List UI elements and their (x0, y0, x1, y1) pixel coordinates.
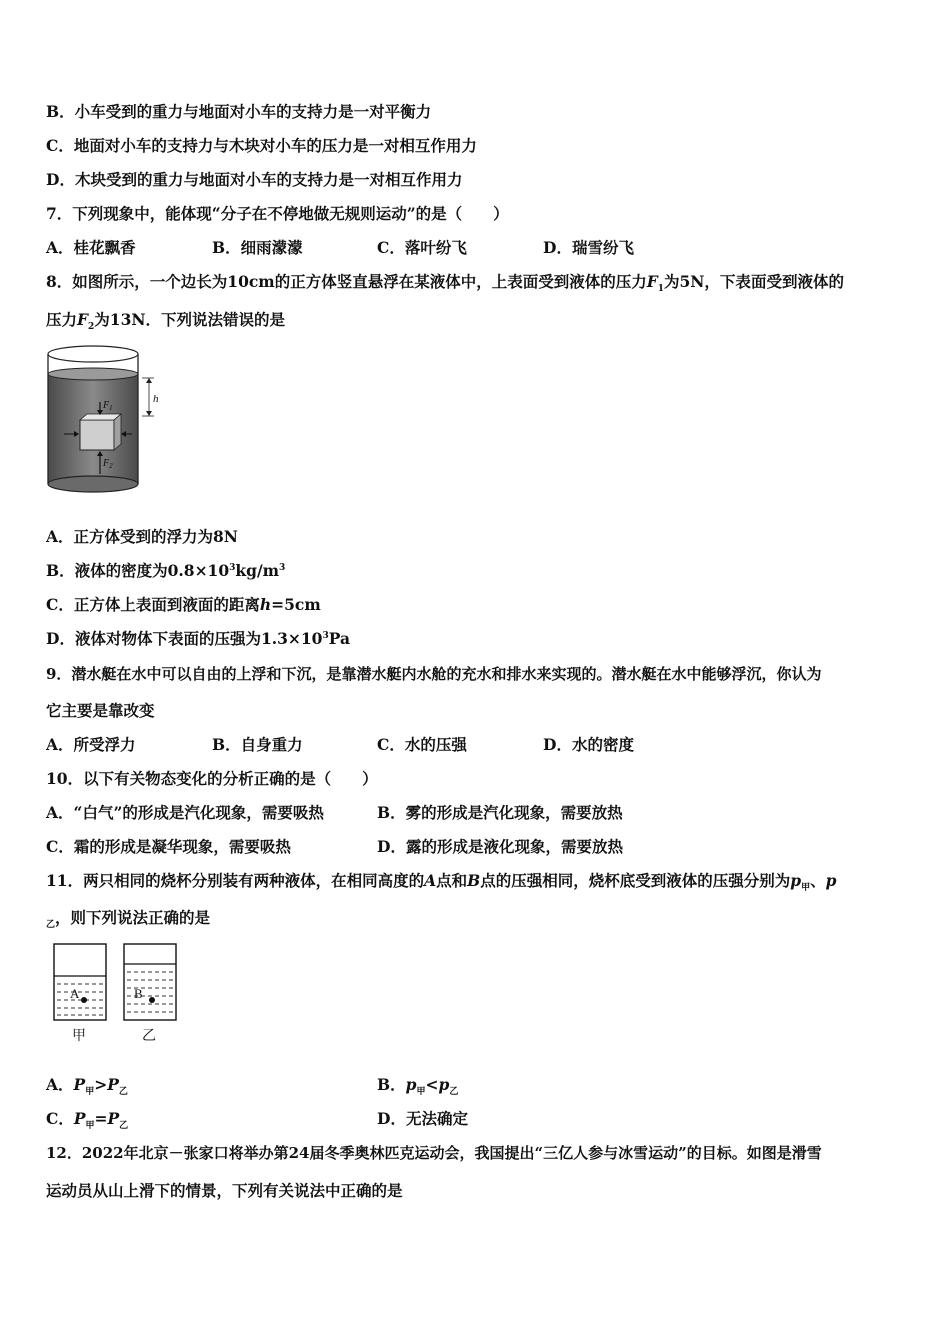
q6-option-b: B．小车受到的重力与地面对小车的支持力是一对平衡力 (46, 102, 432, 121)
q11-p-yi: p (825, 871, 837, 890)
q8-force-f2-sub: 2 (88, 322, 95, 333)
q9-stem-line1: 9．潜水艇在水中可以自由的上浮和下沉，是靠潜水艇内水舱的充水和排水来实现的。潜水艇在水中能够浮沉，你认为 (46, 665, 822, 683)
q11-beaker-jia (54, 944, 106, 1020)
q8-option-a: A．正方体受到的浮力为8N (46, 527, 238, 546)
q11-point-b-dot (149, 997, 155, 1003)
q8-stem-part2: 为5N，下表面受到液体的 (663, 272, 844, 291)
q8-option-d (46, 629, 350, 649)
q11-fig-label-jia: 甲 (72, 1028, 86, 1044)
q8-stem-part4: 为13N．下列说法错误的是 (94, 310, 286, 329)
q11-stem-part2: 点和 (436, 871, 468, 890)
q9-option-d: D．水的密度 (543, 735, 634, 754)
q8-option-c-post: =5cm (271, 595, 321, 614)
q8-option-c-pre: C．正方体上表面到液面的距离 (46, 595, 260, 614)
q8-cylinder-top (48, 346, 138, 362)
q8-cylinder-figure (40, 342, 170, 500)
q8-force-f1-sub: 1 (657, 284, 664, 295)
q11-option-a: A．$P_甲>P_乙$ (46, 1075, 128, 1098)
q6-option-c: C．地面对小车的支持力与木块对小车的压力是一对相互作用力 (46, 136, 477, 155)
q7-stem: 7．下列现象中，能体现“分子在不停地做无规则运动”的是（ ） (46, 204, 509, 223)
q8-option-b-unit: kg/m (235, 561, 280, 580)
q10-option-a: A．“白气”的形成是汽化现象，需要吸热 (46, 803, 324, 822)
q11-p-yi-sub: 乙 (46, 920, 56, 931)
q8-stem-part1: 8．如图所示，一个边长为10cm的正方体竖直悬浮在某液体中，上表面受到液体的压力 (46, 272, 647, 291)
q8-stem-part3: 压力 (46, 310, 78, 329)
q8-option-c-var: h (259, 595, 272, 614)
q11-beaker-yi (124, 944, 176, 1020)
q11-stem-line2 (46, 908, 211, 931)
q8-option-b-pre: B．液体的密度为0.8×10 (46, 561, 230, 580)
q9-option-b: B．自身重力 (212, 735, 303, 754)
q11-point-a: A (424, 871, 437, 890)
q7-option-a: A．桂花飘香 (46, 238, 136, 257)
q11-p-jia-sub: 甲 (801, 883, 811, 894)
q11-stem-line1 (46, 871, 837, 894)
q8-label-h: h (153, 393, 159, 405)
q8-force-f2: F (77, 310, 89, 329)
q9-option-c: C．水的压强 (377, 735, 467, 754)
q8-stem-line1 (46, 272, 844, 295)
q11-fig-label-a: A (70, 986, 80, 1001)
q11-option-c: C．$P_甲=P_乙$ (46, 1109, 129, 1132)
q7-option-d: D．瑞雪纷飞 (543, 238, 634, 257)
q8-liquid-surface (48, 368, 138, 380)
q8-option-b (46, 561, 285, 581)
q8-label-f2: $F_2$ (103, 458, 113, 470)
q8-option-d-exp: 3 (322, 630, 329, 641)
q10-option-b: B．雾的形成是汽化现象，需要放热 (377, 803, 623, 822)
q11-stem-part4: ，则下列说法正确的是 (55, 908, 211, 927)
q8-cube (80, 420, 114, 450)
q11-p-jia: p (790, 871, 802, 890)
q8-option-b-exp: 3 (229, 562, 236, 573)
q11-option-b: B．$p_甲<p_乙$ (377, 1075, 459, 1098)
q11-point-b: B (467, 871, 481, 890)
q11-stem-part3: 点的压强相同，烧杯底受到液体的压强分别为 (480, 871, 791, 890)
q7-option-b: B．细雨濛濛 (212, 238, 303, 257)
q8-label-f1: $F_1$ (103, 400, 113, 412)
q9-stem-line2: 它主要是靠改变 (46, 701, 155, 720)
q6-option-d: D．木块受到的重力与地面对小车的支持力是一对相互作用力 (46, 170, 463, 189)
q7-option-c: C．落叶纷飞 (377, 238, 467, 257)
q8-force-f1: F (646, 272, 658, 291)
q8-cylinder-bottom (48, 476, 138, 492)
q10-option-c: C．霜的形成是凝华现象，需要吸热 (46, 837, 291, 856)
q11-fig-label-yi: 乙 (142, 1028, 156, 1044)
q8-option-d-unit: Pa (328, 629, 351, 648)
q12-stem-line2: 运动员从山上滑下的情景，下列有关说法中正确的是 (46, 1181, 403, 1200)
q11-option-d: D．无法确定 (377, 1109, 468, 1128)
q9-option-a: A．所受浮力 (46, 735, 136, 754)
q8-option-d-pre: D．液体对物体下表面的压强为1.3×10 (46, 629, 323, 648)
q11-point-a-dot (81, 997, 87, 1003)
q11-fig-label-b: B (134, 986, 143, 1001)
q8-option-b-unit-exp: 3 (279, 562, 286, 573)
q8-stem-line2 (46, 310, 286, 333)
q8-option-c (46, 595, 321, 615)
q10-stem: 10．以下有关物态变化的分析正确的是（ ） (46, 769, 378, 788)
q11-stem-part1: 11．两只相同的烧杯分别装有两种液体，在相同高度的 (46, 871, 425, 890)
q10-option-d: D．露的形成是液化现象，需要放热 (377, 837, 623, 856)
q12-stem-line1: 12．2022年北京－张家口将举办第24届冬季奥林匹克运动会，我国提出“三亿人参与冰雪运动”的目标。如图是滑雪 (46, 1144, 822, 1162)
q11-beakers-figure (48, 940, 188, 1048)
q11-separator: 、 (810, 871, 826, 890)
